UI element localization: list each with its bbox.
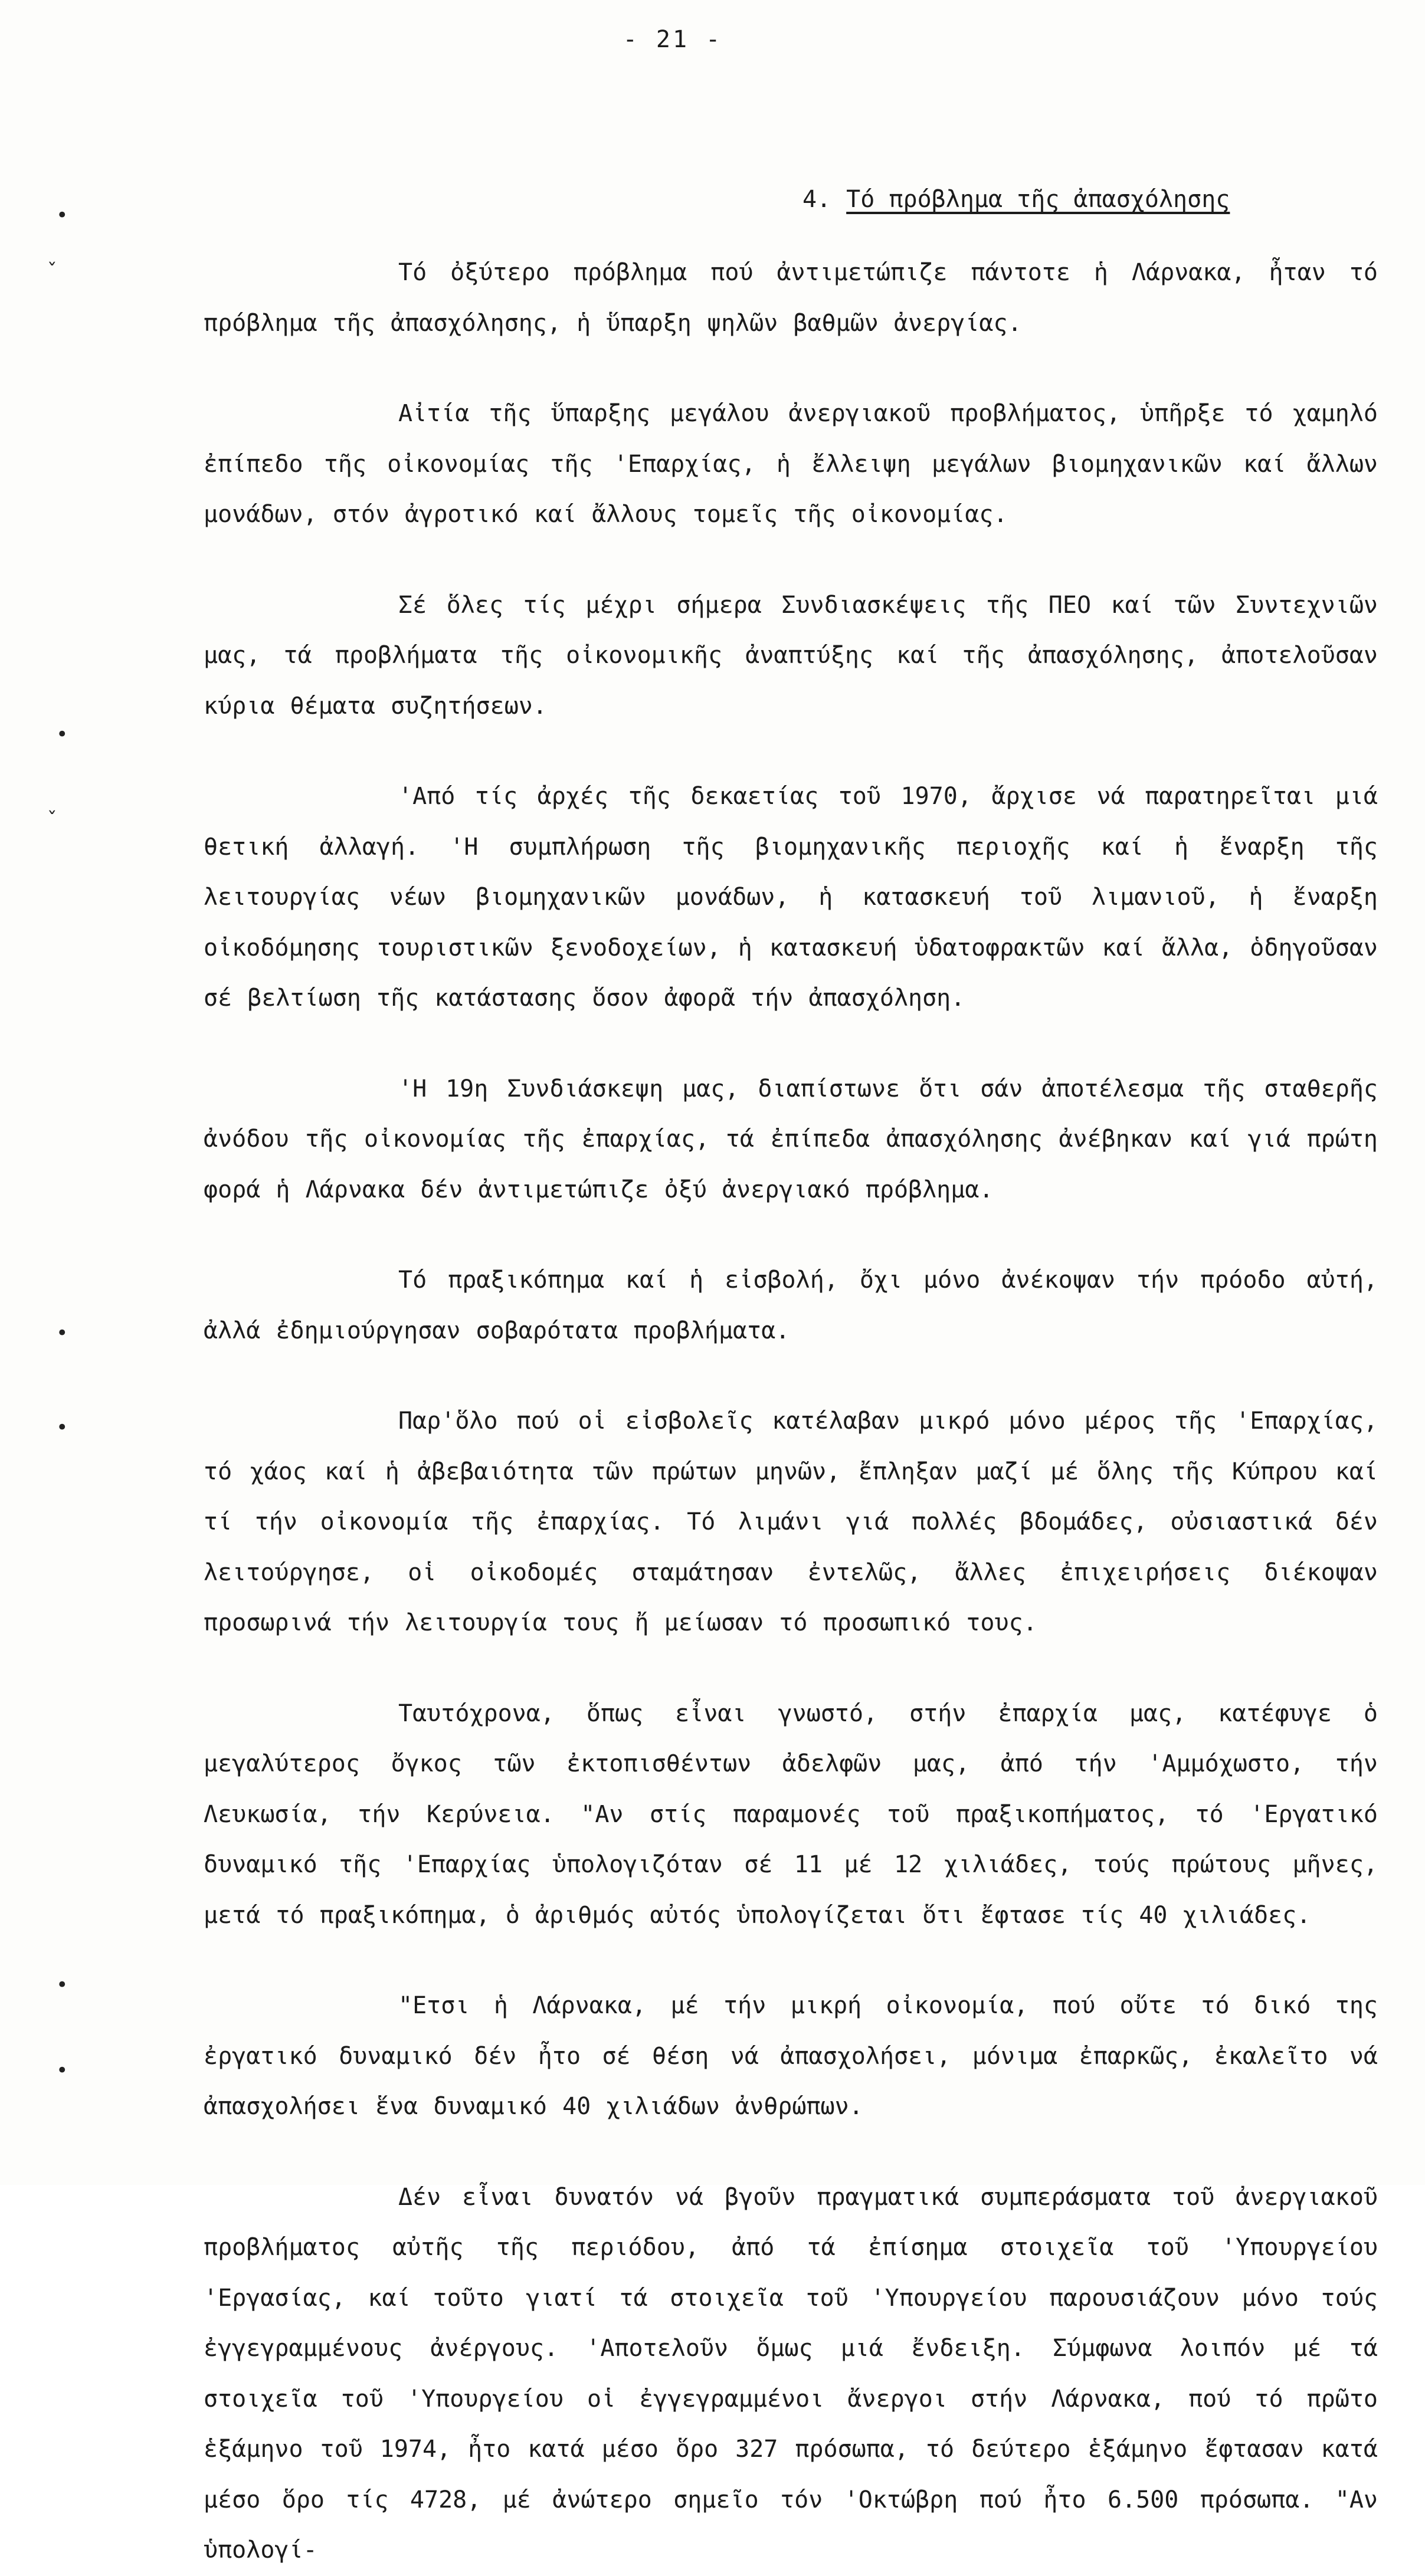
margin-dot: •	[56, 2059, 68, 2082]
body-text	[204, 248, 1378, 2576]
paragraph: Τό ὀξύτερο πρόβλημα πού ἀντιμετώπιζε πάντοτε ἡ Λάρνακα, ἦταν τό πρόβλημα τῆς ἀπασχόλησης, ἡ ὕπαρξη ψηλῶν βαθμῶν ἀνεργίας.	[204, 259, 1378, 337]
paragraph: Δέν εἶναι δυνατόν νά βγοῦν πραγματικά συμπεράσματα τοῦ ἀνεργιακοῦ προβλήματος αὐτῆς τῆς περιόδου, ἀπό τά ἐπίσημα στοιχεῖα τοῦ 'Υπουργείου 'Εργασίας, καί τοῦτο γιατί τά στοιχεῖα τοῦ 'Υπουργείου παρουσιάζουν μόνο τούς ἐγγεγραμμένους ἀνέργους. 'Αποτελοῦν ὅμως μιά ἔνδειξη. Σύμφωνα λοιπόν μέ τά στοιχεῖα τοῦ 'Υπουργείου οἱ ἐγγεγραμμένοι ἄνεργοι στήν Λάρνακα, πού τό πρῶτο ἑξάμηνο τοῦ 1974, ἦτο κατά μέσο ὅρο 327 πρόσωπα, τό δεύτερο ἑξάμηνο ἔφτασαν κατά μέσο ὅρο τίς 4728, μέ ἀνώτερο σημεῖο τόν 'Οκτώβρη πού ἦτο 6.500 πρόσωπα. "Αν ὑπολογί-	[204, 2183, 1378, 2564]
section-number: 4.	[802, 186, 831, 213]
paragraph: Σέ ὅλες τίς μέχρι σήμερα Συνδιασκέψεις τῆς ΠΕΟ καί τῶν Συντεχνιῶν μας, τά προβλήματα τῆς οἰκονομικῆς ἀναπτύξης καί τῆς ἀπασχόλησης, ἀποτελοῦσαν κύρια θέματα συζητήσεων.	[204, 591, 1378, 720]
paragraph: Ταυτόχρονα, ὅπως εἶναι γνωστό, στήν ἐπαρχία μας, κατέφυγε ὁ μεγαλύτερος ὄγκος τῶν ἐκτοπισθέντων ἀδελφῶν μας, ἀπό τήν 'Αμμόχωστο, τήν Λευκωσία, τήν Κερύνεια. "Αν στίς παραμονές τοῦ πραξικοπήματος, τό 'Εργατικό δυναμικό τῆς 'Επαρχίας ὑπολογιζόταν σέ 11 μέ 12 χιλιάδες, τούς πρώτους μῆνες, μετά τό πραξικόπημα, ὁ ἀριθμός αὐτός ὑπολογίζεται ὅτι ἔφτασε τίς 40 χιλιάδες.	[204, 1699, 1378, 1929]
page-number: - 21 -	[623, 26, 723, 53]
section-title: Τό πρόβλημα τῆς ἀπασχόλησης	[846, 186, 1230, 213]
paragraph: 'Η 19η Συνδιάσκεψη μας, διαπίστωνε ὅτι σάν ἀποτέλεσμα τῆς σταθερῆς ἀνόδου τῆς οἰκονομίας τῆς ἐπαρχίας, τά ἐπίπεδα ἀπασχόλησης ἀνέβηκαν καί γιά πρώτη φορά ἡ Λάρνακα δέν ἀντιμετώπιζε ὀξύ ἀνεργιακό πρόβλημα.	[204, 1075, 1378, 1203]
margin-dot: •	[56, 1973, 68, 1997]
margin-mark: ˇ	[46, 260, 58, 283]
paragraph: "Ετσι ἡ Λάρνακα, μέ τήν μικρή οἰκονομία, πού οὔτε τό δικό της ἐργατικό δυναμικό δέν ἦτο σέ θέση νά ἀπασχολήσει, μόνιμα ἐπαρκῶς, ἐκαλεῖτο νά ἀπασχολήσει ἕνα δυναμικό 40 χιλιάδων ἀνθρώπων.	[204, 1992, 1378, 2120]
section-heading	[802, 186, 1230, 213]
margin-dot: •	[56, 723, 68, 746]
margin-mark: ˇ	[46, 808, 58, 832]
margin-dot: •	[56, 1321, 68, 1345]
margin-dot: •	[56, 1416, 68, 1439]
paragraph: Τό πραξικόπημα καί ἡ εἰσβολή, ὄχι μόνο ἀνέκοψαν τήν πρόοδο αὐτή, ἀλλά ἐδημιούργησαν σοβαρότατα προβλήματα.	[204, 1266, 1378, 1344]
paragraph: 'Από τίς ἀρχές τῆς δεκαετίας τοῦ 1970, ἄρχισε νά παρατηρεῖται μιά θετική ἀλλαγή. 'Η συμπλήρωση τῆς βιομηχανικῆς περιοχῆς καί ἡ ἔναρξη τῆς λειτουργίας νέων βιομηχανικῶν μονάδων, ἡ κατασκευή τοῦ λιμανιοῦ, ἡ ἔναρξη οἰκοδόμησης τουριστικῶν ξενοδοχείων, ἡ κατασκευή ὑδατοφρακτῶν καί ἄλλα, ὁδηγοῦσαν σέ βελτίωση τῆς κατάστασης ὅσον ἀφορᾶ τήν ἀπασχόληση.	[204, 783, 1378, 1012]
paragraph: Παρ'ὅλο πού οἱ εἰσβολεῖς κατέλαβαν μικρό μόνο μέρος τῆς 'Επαρχίας, τό χάος καί ἡ ἀβεβαιότητα τῶν πρώτων μηνῶν, ἔπληξαν μαζί μέ ὅλης τῆς Κύπρου καί τί τήν οἰκονομία τῆς ἐπαρχίας. Τό λιμάνι γιά πολλές βδομάδες, οὐσιαστικά δέν λειτούργησε, οἱ οἰκοδομές σταμάτησαν ἐντελῶς, ἄλλες ἐπιχειρήσεις διέκοψαν προσωρινά τήν λειτουργία τους ἤ μείωσαν τό προσωπικό τους.	[204, 1407, 1378, 1636]
paragraph: Αἰτία τῆς ὕπαρξης μεγάλου ἀνεργιακοῦ προβλήματος, ὑπῆρξε τό χαμηλό ἐπίπεδο τῆς οἰκονομίας τῆς 'Επαρχίας, ἡ ἔλλειψη μεγάλων βιομηχανικῶν καί ἄλλων μονάδων, στόν ἀγροτικό καί ἄλλους τομεῖς τῆς οἰκονομίας.	[204, 400, 1378, 528]
margin-dot: •	[56, 204, 68, 227]
